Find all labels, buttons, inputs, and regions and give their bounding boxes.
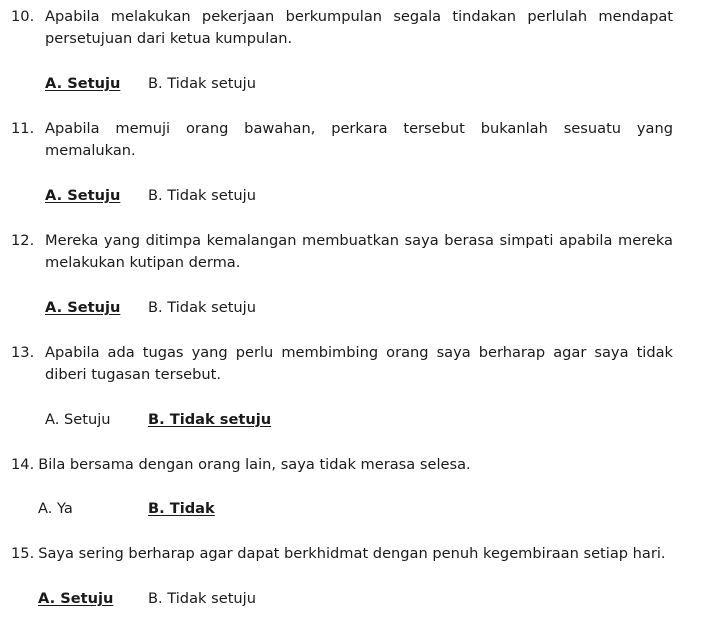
question-text: Apabila memuji orang bawahan, perkara tersebut bukanlah sesuatu yang memalukan. <box>45 120 673 159</box>
option-b[interactable]: B. Tidak setuju <box>148 411 272 428</box>
option-b[interactable]: B. Tidak setuju <box>148 187 256 204</box>
question-number: 11. <box>11 120 35 137</box>
question-text: Apabila melakukan pekerjaan berkumpulan segala tindakan perlulah mendapat persetujuan dari ketua kumpulan. <box>45 8 673 47</box>
option-b[interactable]: B. Tidak <box>148 500 215 517</box>
question-number: 13. <box>11 344 35 361</box>
option-b[interactable]: B. Tidak setuju <box>148 299 256 316</box>
option-a[interactable]: A. Ya <box>38 500 73 517</box>
option-b[interactable]: B. Tidak setuju <box>148 75 256 92</box>
option-a[interactable]: A. Setuju <box>45 411 111 428</box>
question-number: 14. <box>11 456 35 473</box>
question-number: 10. <box>11 8 35 25</box>
question-number: 15. <box>11 545 35 562</box>
option-a[interactable]: A. Setuju <box>45 187 121 204</box>
option-a[interactable]: A. Setuju <box>45 299 121 316</box>
question-text: Bila bersama dengan orang lain, saya tidak merasa selesa. <box>38 456 471 473</box>
option-b[interactable]: B. Tidak setuju <box>148 590 256 607</box>
option-a[interactable]: A. Setuju <box>45 75 121 92</box>
question-text: Apabila ada tugas yang perlu membimbing orang saya berharap agar saya tidak diberi tugasan tersebut. <box>45 344 673 383</box>
option-a[interactable]: A. Setuju <box>38 590 114 607</box>
question-number: 12. <box>11 232 35 249</box>
question-text: Mereka yang ditimpa kemalangan membuatkan saya berasa simpati apabila mereka melakukan kutipan derma. <box>45 232 673 271</box>
question-text: Saya sering berharap agar dapat berkhidmat dengan penuh kegembiraan setiap hari. <box>38 545 666 562</box>
